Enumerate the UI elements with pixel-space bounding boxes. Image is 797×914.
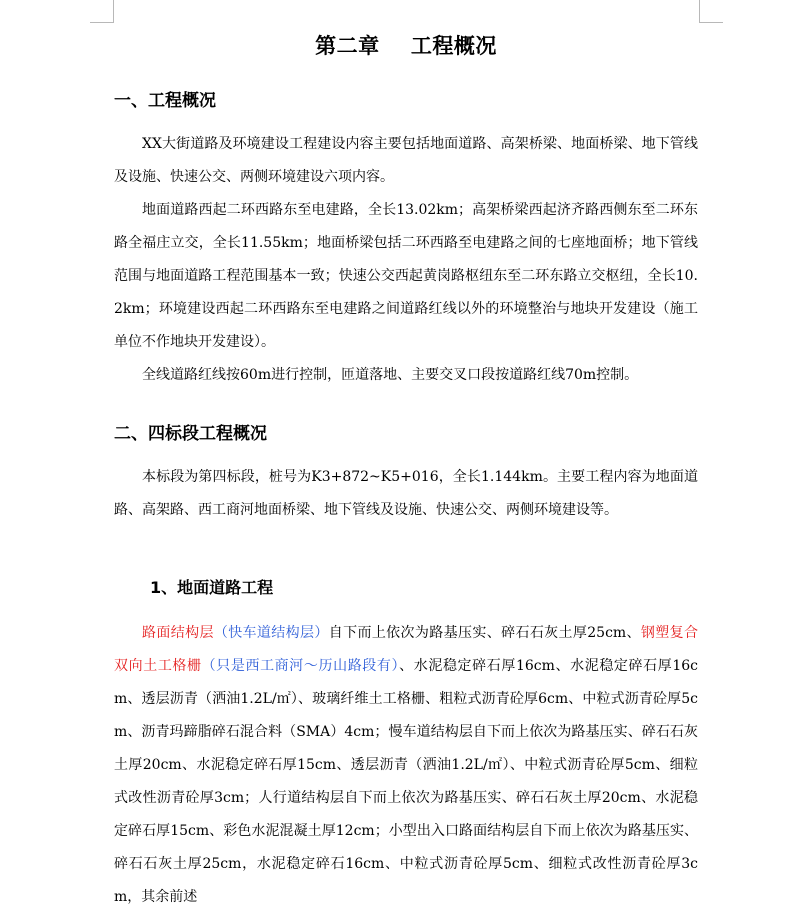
text: 、水泥稳定碎石厚16cm、水泥稳定碎石厚16cm、透层沥青（洒油1.2L/㎡）、玻璃纤维土工格栅、粗粒式沥青砼厚6cm、中粒式沥青砼厚5cm、沥青玛蹄脂碎石混合料（SMA）4cm；慢车道结构层自下而上依次为路基压实、碎石石灰土厚20cm、水泥稳定碎石厚15cm、透层沥青（洒油1.2L/㎡）、中粒式沥青砼厚5cm、细粒式改性沥青砼厚3cm；人行道结构层自下而上依次为路基压实、碎石石灰土厚20cm、水泥稳定碎石厚15cm、彩色水泥混凝土厚12cm；小型出入口路面结构层自下而上依次为路基压实、碎石石灰土厚25cm，水泥稳定碎石16cm、中粒式沥青砼厚5cm、细粒式改性沥青砼厚3cm，其余前述 xyxy=(114,658,699,905)
subsection-heading-road: 1、地面道路工程 xyxy=(150,578,274,597)
highlight-blue: （快车道结构层） xyxy=(213,625,329,641)
crop-mark xyxy=(699,0,700,22)
paragraph: XX大街道路及环境建设工程建设内容主要包括地面道路、高架桥梁、地面桥梁、地下管线及设施、快速公交、两侧环境建设六项内容。 xyxy=(114,136,698,185)
paragraph-road-structure xyxy=(114,617,698,914)
highlight-blue: （只是西工商河～历山路段有） xyxy=(201,658,400,674)
section-heading-overview: 一、工程概况 xyxy=(114,91,216,111)
highlight-red: 钢塑复合双向土工格栅 xyxy=(114,625,699,674)
paragraph: 本标段为第四标段，桩号为K3+872~K5+016，全长1.144km。主要工程内容为地面道路、高架路、西工商河地面桥梁、地下管线及设施、快速公交、两侧环境建设等。 xyxy=(114,469,698,518)
section-heading-bid4: 二、四标段工程概况 xyxy=(114,424,267,444)
crop-mark xyxy=(113,0,114,22)
highlight-red: 路面结构层 xyxy=(142,625,214,641)
chapter-title: 第二章 工程概况 xyxy=(315,34,497,58)
paragraph: 全线道路红线按60m进行控制，匝道落地、主要交叉口段按道路红线70m控制。 xyxy=(142,367,639,383)
text: 自下而上依次为路基压实、碎石石灰土厚25cm、 xyxy=(328,625,641,641)
crop-mark xyxy=(699,22,723,23)
crop-mark xyxy=(90,22,114,23)
paragraph: 地面道路西起二环西路东至电建路，全长13.02km；高架桥梁西起济齐路西侧东至二环东路全福庄立交，全长11.55km；地面桥梁包括二环西路至电建路之间的七座地面桥；地下管线范围与地面道路工程范围基本一致；快速公交西起黄岗路枢纽东至二环东路立交枢纽，全长10.2km；环境建设西起二环西路东至电建路之间道路红线以外的环境整治与地块开发建设（施工单位不作地块开发建设）。 xyxy=(114,202,698,350)
